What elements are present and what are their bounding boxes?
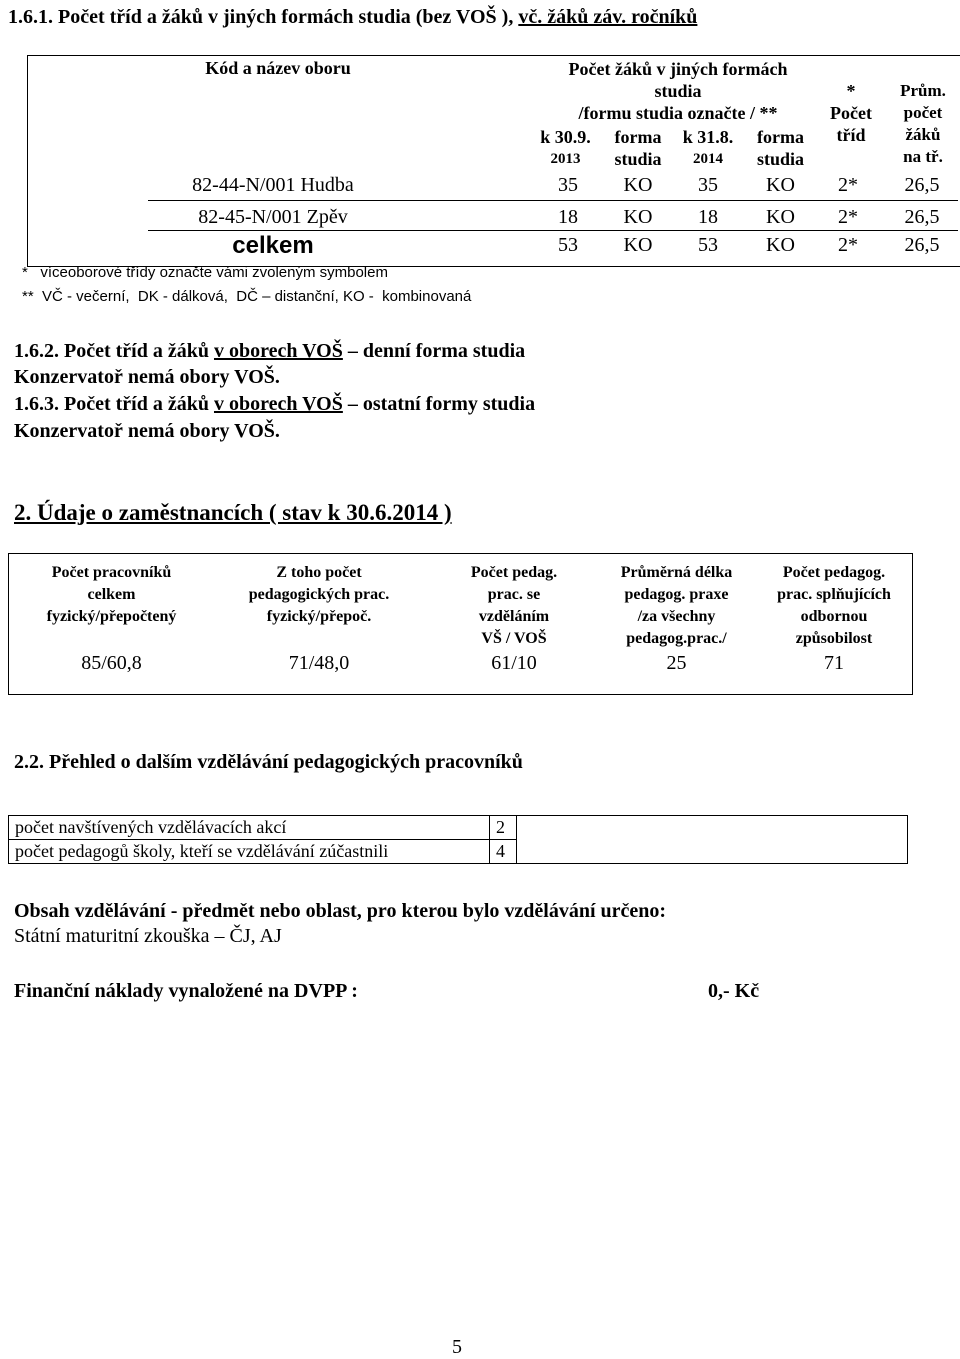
- header-pocet-zaku: [528, 58, 828, 124]
- header-k3009-1: k 30.9.: [540, 127, 591, 147]
- header-pocet-line1: Počet žáků v jiných formách: [568, 59, 788, 79]
- header-pocet-line3: /formu studia označte / **: [578, 103, 778, 123]
- cell-empty: [517, 816, 908, 840]
- cell-prum: 26,5: [904, 174, 940, 196]
- note-multi-field: * víceoborové třídy označte vámi zvoleným symbolem: [22, 264, 388, 281]
- header-trid-1: *: [846, 81, 856, 101]
- cell-obor: 82-44-N/001 Hudba: [192, 174, 354, 196]
- header-trid-3: tříd: [836, 125, 866, 145]
- section-161-title-text: 1.6.1. Počet tříd a žáků v jiných formách studia (bez VOŠ ),: [8, 6, 519, 28]
- header-k3108: [673, 126, 743, 170]
- header-k3108-1: k 31.8.: [682, 127, 734, 147]
- cell-k3009: 18: [558, 206, 578, 228]
- table-row: [28, 206, 960, 232]
- header-forma2-2: studia: [756, 149, 805, 169]
- cell-k3009: 35: [558, 174, 578, 196]
- header-prumerna-delka-praxe: [594, 562, 759, 650]
- cell-label: počet navštívených vzdělávacích akcí: [9, 816, 490, 840]
- section-162-title: [14, 340, 525, 363]
- classes-table: [27, 55, 960, 267]
- h2-line1: Z toho počet: [276, 564, 362, 581]
- value-delka-praxe: 25: [666, 652, 687, 674]
- row-divider: [148, 200, 958, 201]
- cell-forma1: KO: [623, 174, 653, 196]
- header-forma2-1: forma: [757, 127, 804, 147]
- table-row: [28, 174, 960, 200]
- h5-line1: Počet pedagog.: [782, 564, 886, 581]
- cell-k3108: 35: [698, 174, 718, 196]
- header-prum-4: na tř.: [903, 147, 943, 166]
- cell-forma1: KO: [623, 206, 653, 228]
- cell-prum: 26,5: [904, 234, 940, 256]
- h4-line3: /za všechny: [637, 608, 716, 625]
- cell-trid: 2*: [838, 206, 858, 228]
- cell-value: 2: [490, 816, 517, 840]
- section-163-underlined: v oborech VOŠ: [213, 393, 343, 415]
- h3-line1: Počet pedag.: [470, 564, 558, 581]
- h5-line3: odbornou: [800, 608, 868, 625]
- h1-line1: Počet pracovníků: [51, 564, 172, 581]
- staff-table: [8, 553, 913, 695]
- h5-line2: prac. splňujících: [777, 586, 891, 603]
- header-prum-1: Prům.: [900, 81, 946, 100]
- header-forma2: [743, 126, 818, 170]
- page-number: 5: [452, 1336, 462, 1358]
- cell-k3108: 18: [698, 206, 718, 228]
- naklady-label: Finanční náklady vynaložené na DVPP :: [14, 980, 358, 1002]
- cell-prum: 26,5: [904, 206, 940, 228]
- cell-forma2: KO: [766, 174, 795, 196]
- section-162-text: Konzervatoř nemá obory VOŠ.: [14, 366, 280, 388]
- h3-line4: VŠ / VOŠ: [481, 630, 547, 647]
- section-163-rest: – ostatní formy studia: [342, 393, 536, 415]
- section-161-title: [8, 6, 697, 29]
- training-table: [8, 815, 908, 864]
- header-forma1: [603, 126, 673, 170]
- h4-line2: pedagog. praxe: [624, 586, 729, 603]
- value-pedagogickych: 71/48,0: [288, 652, 350, 674]
- section-163-num: 1.6.3. Počet tříd a žáků: [14, 393, 214, 415]
- section-162-num: 1.6.2. Počet tříd a žáků: [14, 340, 214, 362]
- header-kod-nazev: Kód a název oboru: [205, 58, 351, 78]
- h1-line2: celkem: [87, 586, 136, 603]
- table-row: [9, 816, 908, 840]
- section-161-title-underlined: vč. žáků záv. ročníků: [518, 6, 698, 28]
- cell-trid: 2*: [838, 234, 858, 256]
- header-forma1-2: studia: [614, 149, 662, 169]
- header-prum-3: žáků: [905, 125, 941, 144]
- h2-line2: pedagogických prac.: [248, 586, 390, 603]
- table-row-total: [28, 234, 960, 264]
- cell-value: 4: [490, 840, 517, 864]
- cell-forma2: KO: [766, 206, 795, 228]
- header-pocet-line2: studia: [654, 81, 702, 101]
- cell-celkem: celkem: [232, 232, 314, 259]
- cell-forma2: KO: [766, 234, 795, 256]
- obsah-value: Státní maturitní zkouška – ČJ, AJ: [14, 925, 282, 947]
- cell-label: počet pedagogů školy, kteří se vzdělávání zúčastnili: [9, 840, 490, 864]
- section-162-rest: – denní forma studia: [342, 340, 526, 362]
- table-row: [9, 840, 908, 864]
- h1-line3: fyzický/přepočtený: [46, 608, 177, 625]
- header-pocet-trid: [821, 80, 881, 146]
- section-2-title: 2. Údaje o zaměstnancích ( stav k 30.6.2014 ): [14, 500, 452, 525]
- value-vzdelani: 61/10: [491, 652, 537, 674]
- cell-trid: 2*: [838, 174, 858, 196]
- obsah-label: Obsah vzdělávání - předmět nebo oblast, pro kterou bylo vzdělávání určeno:: [14, 900, 667, 922]
- header-prum-pocet: [890, 80, 956, 168]
- cell-forma1: KO: [623, 234, 653, 256]
- section-163-title: [14, 393, 535, 416]
- h3-line2: prac. se: [487, 586, 541, 603]
- h2-line3: fyzický/přepoč.: [266, 608, 372, 625]
- header-forma1-1: forma: [614, 127, 662, 147]
- header-trid-2: Počet: [830, 103, 872, 123]
- header-k3108-2: 2014: [693, 151, 723, 167]
- header-prum-2: počet: [903, 103, 943, 122]
- value-pocet-pracovniku: 85/60,8: [81, 652, 142, 674]
- note-forms-legend: ** VČ - večerní, DK - dálková, DČ – distanční, KO - kombinovaná: [22, 288, 472, 305]
- cell-k3108: 53: [698, 234, 718, 256]
- header-vzdelani: [424, 562, 604, 650]
- section-162-underlined: v oborech VOŠ: [213, 340, 343, 362]
- cell-empty: [517, 840, 908, 864]
- h4-line4: pedagog.prac./: [626, 630, 727, 647]
- h5-line4: způsobilost: [795, 630, 873, 647]
- header-odborna-zpusobilost: [754, 562, 914, 650]
- h3-line3: vzděláním: [478, 608, 550, 625]
- cell-obor: 82-45-N/001 Zpěv: [198, 206, 348, 228]
- header-k3009-2: 2013: [550, 151, 581, 167]
- section-22-title: 2.2. Přehled o dalším vzdělávání pedagogických pracovníků: [14, 751, 523, 773]
- value-zpusobilost: 71: [824, 652, 844, 674]
- naklady-value: 0,- Kč: [708, 980, 760, 1002]
- h4-line1: Průměrná délka: [620, 564, 733, 581]
- section-163-text: Konzervatoř nemá obory VOŠ.: [14, 420, 280, 442]
- header-pocet-pracovniku: [9, 562, 214, 628]
- cell-k3009: 53: [558, 234, 578, 256]
- header-k3009: [533, 126, 598, 170]
- header-z-toho-pedagogickych: [214, 562, 424, 628]
